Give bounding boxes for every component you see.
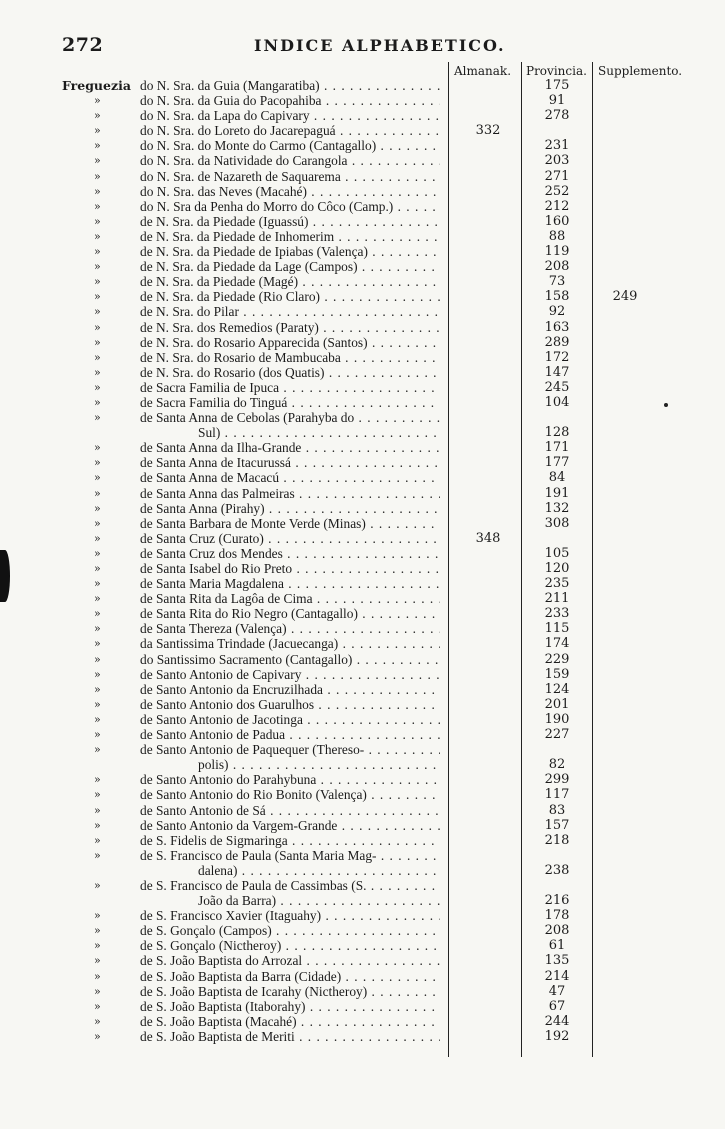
ditto-mark: » xyxy=(94,531,101,545)
provincia-page: 203 xyxy=(544,153,570,169)
ditto-mark: » xyxy=(94,939,101,953)
ditto-mark: » xyxy=(94,501,101,515)
index-row xyxy=(0,501,725,516)
index-row xyxy=(0,410,725,425)
index-row xyxy=(0,455,725,470)
entry-name: de Sacra Familia do Tinguá . . . xyxy=(140,395,440,410)
ditto-mark: » xyxy=(94,577,101,591)
entry-name: de Santo Antonio da Encruzilhada . . . xyxy=(140,682,440,697)
ditto-mark: » xyxy=(94,924,101,938)
entry-name: de Sacra Familia de Ipuca . . . xyxy=(140,380,440,395)
ditto-mark: » xyxy=(94,848,101,862)
entry-name: de Santa Anna de Cebolas (Parahyba do . . . xyxy=(140,410,440,425)
entry-name: de Santa Anna das Palmeiras . . . xyxy=(140,486,440,501)
index-row xyxy=(0,667,725,682)
entry-name: do N. Sra. da Guia (Mangaratiba) . . . xyxy=(140,78,440,93)
provincia-page: 218 xyxy=(544,832,570,848)
ditto-mark: » xyxy=(94,380,101,394)
provincia-page: 147 xyxy=(544,364,570,380)
index-row xyxy=(0,953,725,968)
entry-name: de S. Gonçalo (Campos) . . . xyxy=(140,923,440,938)
index-row xyxy=(0,93,725,108)
entry-name: de N. Sra. dos Remedios (Paraty) . . . xyxy=(140,320,440,335)
entry-name: do Santissimo Sacramento (Cantagallo) . . . xyxy=(140,652,440,667)
index-row xyxy=(0,274,725,289)
ditto-mark: » xyxy=(94,999,101,1013)
index-row xyxy=(0,697,725,712)
column-header-supplemento: Supplemento. xyxy=(598,64,683,78)
almanak-page: 348 xyxy=(475,530,501,546)
provincia-page: 92 xyxy=(548,304,566,320)
ditto-mark: » xyxy=(94,833,101,847)
provincia-page: 124 xyxy=(544,681,570,697)
entry-name: da Santissima Trindade (Jacuecanga) . . . xyxy=(140,636,440,651)
entry-name: de S. Francisco de Paula de Cassimbas (S. . . . xyxy=(140,878,440,893)
ditto-mark: » xyxy=(94,395,101,409)
provincia-page: 190 xyxy=(544,711,570,727)
ink-blot xyxy=(0,550,10,602)
index-row xyxy=(0,199,725,214)
ditto-mark: » xyxy=(94,818,101,832)
entry-name: de Santo Antonio do Rio Bonito (Valença) . . . xyxy=(140,787,440,802)
ditto-mark: » xyxy=(94,94,101,108)
provincia-page: 117 xyxy=(544,787,570,803)
provincia-page: 214 xyxy=(544,968,570,984)
entry-name: de S. Fidelis de Sigmaringa . . . xyxy=(140,833,440,848)
provincia-page: 211 xyxy=(544,591,570,607)
index-row xyxy=(0,244,725,259)
provincia-page: 104 xyxy=(544,394,570,410)
column-header-almanak: Almanak. xyxy=(454,64,512,78)
entry-name: do N. Sra. da Lapa do Capivary . . . xyxy=(140,108,440,123)
entry-name: de N. Sra. da Piedade (Rio Claro) . . . xyxy=(140,289,440,304)
entry-name: de Santa Isabel do Rio Preto . . . xyxy=(140,561,440,576)
entry-name: de Santa Cruz dos Mendes . . . xyxy=(140,546,440,561)
ditto-mark: » xyxy=(94,290,101,304)
index-row xyxy=(0,863,725,878)
index-row xyxy=(0,425,725,440)
index-row xyxy=(0,229,725,244)
index-row xyxy=(0,108,725,123)
index-row xyxy=(0,78,725,93)
provincia-page: 172 xyxy=(544,349,570,365)
provincia-page: 278 xyxy=(544,108,570,124)
entry-name: de N. Sra. do Rosario de Mambucaba . . . xyxy=(140,350,440,365)
provincia-page: 128 xyxy=(544,425,570,441)
ditto-mark: » xyxy=(94,562,101,575)
ditto-mark: » xyxy=(94,320,101,334)
entry-name: de Santa Rita da Lagôa de Cima . . . xyxy=(140,591,440,606)
index-row xyxy=(0,440,725,455)
provincia-page: 231 xyxy=(544,138,570,154)
ditto-mark: » xyxy=(94,607,101,621)
provincia-page: 229 xyxy=(544,651,570,667)
provincia-page: 299 xyxy=(544,772,570,788)
entry-name: de N. Sra. do Rosario Apparecida (Santos) . . . xyxy=(140,335,440,350)
entry-name: de S. João Baptista da Barra (Cidade) . . . xyxy=(140,969,440,984)
provincia-page: 191 xyxy=(544,485,570,501)
column-header-provincia: Provincia. xyxy=(526,64,587,78)
provincia-page: 83 xyxy=(548,802,566,818)
ditto-mark: » xyxy=(94,667,101,681)
index-row xyxy=(0,214,725,229)
entry-name: de S. João Baptista de Meriti . . . xyxy=(140,1029,440,1044)
ditto-mark: » xyxy=(94,743,101,757)
entry-name: de Santa Rita do Rio Negro (Cantagallo) . . . xyxy=(140,606,440,621)
index-row xyxy=(0,304,725,319)
ditto-mark: » xyxy=(94,516,101,530)
provincia-page: 238 xyxy=(544,862,570,878)
provincia-page: 61 xyxy=(548,938,566,954)
ditto-mark: » xyxy=(94,154,101,168)
ditto-mark: » xyxy=(94,954,101,968)
provincia-page: 244 xyxy=(544,1013,570,1029)
supplemento-page: 249 xyxy=(612,289,638,305)
entry-name: de S. João Baptista (Macahé) . . . xyxy=(140,1014,440,1029)
entry-name: Sul) . . . xyxy=(198,425,440,440)
provincia-page: 157 xyxy=(544,817,570,833)
ditto-mark: » xyxy=(94,1029,101,1043)
provincia-page: 227 xyxy=(544,727,570,743)
provincia-page: 175 xyxy=(544,78,570,93)
provincia-page: 120 xyxy=(544,561,570,576)
index-row xyxy=(0,153,725,168)
provincia-page: 216 xyxy=(544,893,570,909)
entry-name: do N. Sra. do Loreto do Jacarepaguá . . . xyxy=(140,123,440,138)
provincia-page: 82 xyxy=(548,757,566,773)
index-row xyxy=(0,335,725,350)
index-row xyxy=(0,908,725,923)
provincia-page: 73 xyxy=(548,274,566,290)
provincia-page: 201 xyxy=(544,696,570,712)
index-row xyxy=(0,1014,725,1029)
ditto-mark: » xyxy=(94,803,101,817)
ditto-mark: » xyxy=(94,169,101,183)
provincia-page: 135 xyxy=(544,953,570,969)
provincia-page: 174 xyxy=(544,636,570,652)
index-row xyxy=(0,712,725,727)
ditto-mark: » xyxy=(94,229,101,243)
index-row xyxy=(0,184,725,199)
entry-name: de Santo Antonio de Capivary . . . xyxy=(140,667,440,682)
provincia-page: 289 xyxy=(544,334,570,350)
provincia-page: 163 xyxy=(544,319,570,335)
provincia-page: 91 xyxy=(548,93,566,109)
index-row xyxy=(0,1029,725,1044)
provincia-page: 105 xyxy=(544,545,570,561)
entry-name: do N. Sra. da Guia do Pacopahiba . . . xyxy=(140,93,440,108)
entry-name: de N. Sra. da Piedade (Iguassú) . . . xyxy=(140,214,440,229)
index-row xyxy=(0,636,725,651)
provincia-page: 245 xyxy=(544,379,570,395)
index-row xyxy=(0,621,725,636)
index-row xyxy=(0,169,725,184)
index-row xyxy=(0,516,725,531)
provincia-page: 212 xyxy=(544,198,570,214)
ditto-mark: » xyxy=(94,788,101,802)
ink-speck xyxy=(664,403,668,407)
ditto-mark: » xyxy=(94,652,101,666)
ditto-mark: » xyxy=(94,728,101,742)
entry-name: de Santo Antonio de Jacotinga . . . xyxy=(140,712,440,727)
provincia-page: 159 xyxy=(544,666,570,682)
entry-name: dalena) . . . xyxy=(198,863,440,878)
provincia-page: 88 xyxy=(548,228,566,244)
provincia-page: 160 xyxy=(544,213,570,229)
entry-name: de Santa Thereza (Valença) . . . xyxy=(140,621,440,636)
index-row xyxy=(0,984,725,999)
provincia-page: 115 xyxy=(544,621,570,637)
ditto-mark: » xyxy=(94,365,101,379)
ditto-mark: » xyxy=(94,456,101,470)
ditto-mark: » xyxy=(94,350,101,364)
ditto-mark: » xyxy=(94,486,101,500)
entry-name: do N. Sra. das Neves (Macahé) . . . xyxy=(140,184,440,199)
index-row xyxy=(0,289,725,304)
index-row xyxy=(0,652,725,667)
ditto-mark: » xyxy=(94,214,101,228)
entry-name: de Santo Antonio de Sá . . . xyxy=(140,803,440,818)
entry-name: de Santa Anna (Pirahy) . . . xyxy=(140,501,440,516)
index-row xyxy=(0,772,725,787)
entry-name: de S. Francisco Xavier (Itaguahy) . . . xyxy=(140,908,440,923)
ditto-mark: » xyxy=(94,471,101,485)
provincia-page: 308 xyxy=(544,515,570,531)
page-title: INDICE ALPHABETICO. xyxy=(254,36,506,55)
entry-name: de N. Sra. do Rosario (dos Quatis) . . . xyxy=(140,365,440,380)
index-row xyxy=(0,365,725,380)
index-row xyxy=(0,923,725,938)
index-list xyxy=(0,78,725,1044)
ditto-mark: » xyxy=(94,124,101,138)
ditto-mark: » xyxy=(94,546,101,560)
index-row xyxy=(0,787,725,802)
entry-name: de S. João Baptista (Itaborahy) . . . xyxy=(140,999,440,1014)
entry-name: de Santa Anna de Itacurussá . . . xyxy=(140,455,440,470)
ditto-mark: » xyxy=(94,622,101,636)
index-row xyxy=(0,561,725,576)
entry-name: de Santo Antonio da Vargem-Grande . . . xyxy=(140,818,440,833)
entry-name: de Santa Maria Magdalena . . . xyxy=(140,576,440,591)
ditto-mark: » xyxy=(94,712,101,726)
index-row xyxy=(0,999,725,1014)
ditto-mark: » xyxy=(94,411,101,425)
entry-name: do N. Sra da Penha do Morro do Côco (Camp.) . . . xyxy=(140,199,440,214)
provincia-page: 252 xyxy=(544,183,570,199)
ditto-mark: » xyxy=(94,441,101,455)
ditto-mark: » xyxy=(94,697,101,711)
entry-name: de N. Sra. da Piedade da Lage (Campos) . . . xyxy=(140,259,440,274)
almanak-page: 332 xyxy=(475,123,501,139)
provincia-page: 208 xyxy=(544,259,570,275)
entry-name: de Santa Anna da Ilha-Grande . . . xyxy=(140,440,440,455)
ditto-mark: » xyxy=(94,305,101,319)
entry-name: de Santo Antonio de Padua . . . xyxy=(140,727,440,742)
index-row xyxy=(0,320,725,335)
entry-name: do N. Sra. de Nazareth de Saquarema . . . xyxy=(140,169,440,184)
ditto-mark: » xyxy=(94,969,101,983)
entry-name: de Santo Antonio dos Guarulhos . . . xyxy=(140,697,440,712)
provincia-page: 177 xyxy=(544,455,570,471)
entry-name: de S. João Baptista do Arrozal . . . xyxy=(140,953,440,968)
entry-name: de Santa Cruz (Curato) . . . xyxy=(140,531,440,546)
ditto-mark: » xyxy=(94,682,101,696)
index-row xyxy=(0,742,725,757)
index-row xyxy=(0,893,725,908)
entry-name: João da Barra) . . . xyxy=(198,893,440,908)
index-row xyxy=(0,576,725,591)
entry-name: de Santo Antonio do Parahybuna . . . xyxy=(140,772,440,787)
entry-name: de Santa Barbara de Monte Verde (Minas) . . . xyxy=(140,516,440,531)
entry-name: de N. Sra. da Piedade de Inhomerim . . . xyxy=(140,229,440,244)
ditto-mark: » xyxy=(94,245,101,259)
ditto-mark: » xyxy=(94,1014,101,1028)
provincia-page: 233 xyxy=(544,606,570,622)
index-row xyxy=(0,395,725,410)
ditto-mark: » xyxy=(94,335,101,349)
provincia-page: 67 xyxy=(548,998,566,1014)
row-prefix: Freguezia xyxy=(62,78,131,93)
ditto-mark: » xyxy=(94,275,101,289)
page-number: 272 xyxy=(62,34,104,56)
provincia-page: 119 xyxy=(544,244,570,260)
entry-name: polis) . . . xyxy=(198,757,440,772)
provincia-page: 235 xyxy=(544,576,570,592)
provincia-page: 158 xyxy=(544,289,570,305)
entry-name: do N. Sra. da Natividade do Carangola . . . xyxy=(140,153,440,168)
provincia-page: 47 xyxy=(548,983,566,999)
ditto-mark: » xyxy=(94,773,101,787)
index-row xyxy=(0,848,725,863)
index-row xyxy=(0,803,725,818)
index-row xyxy=(0,259,725,274)
index-row xyxy=(0,682,725,697)
index-row xyxy=(0,878,725,893)
entry-name: de Santa Anna de Macacú . . . xyxy=(140,470,440,485)
index-row xyxy=(0,380,725,395)
provincia-page: 178 xyxy=(544,908,570,924)
index-row xyxy=(0,486,725,501)
index-row xyxy=(0,546,725,561)
entry-name: de N. Sra. da Piedade de Ipiabas (Valença) . . . xyxy=(140,244,440,259)
index-row xyxy=(0,531,725,546)
index-row xyxy=(0,833,725,848)
index-row xyxy=(0,757,725,772)
ditto-mark: » xyxy=(94,139,101,153)
entry-name: de S. Francisco de Paula (Santa Maria Mag- . . . xyxy=(140,848,440,863)
ditto-mark: » xyxy=(94,909,101,923)
index-row xyxy=(0,591,725,606)
index-row xyxy=(0,123,725,138)
index-row xyxy=(0,350,725,365)
provincia-page: 192 xyxy=(544,1028,570,1044)
provincia-page: 84 xyxy=(548,470,566,486)
ditto-mark: » xyxy=(94,878,101,892)
ditto-mark: » xyxy=(94,109,101,123)
ditto-mark: » xyxy=(94,260,101,274)
ditto-mark: » xyxy=(94,592,101,606)
provincia-page: 208 xyxy=(544,923,570,939)
index-row xyxy=(0,818,725,833)
ditto-mark: » xyxy=(94,199,101,213)
ditto-mark: » xyxy=(94,637,101,651)
index-row xyxy=(0,727,725,742)
provincia-page: 271 xyxy=(544,168,570,184)
index-row xyxy=(0,138,725,153)
index-row xyxy=(0,969,725,984)
index-row xyxy=(0,606,725,621)
ditto-mark: » xyxy=(94,184,101,198)
index-row xyxy=(0,470,725,485)
entry-name: de S. João Baptista de Icarahy (Nictheroy) . . . xyxy=(140,984,440,999)
index-row xyxy=(0,938,725,953)
entry-name: de Santo Antonio de Paquequer (Thereso- . . . xyxy=(140,742,440,757)
provincia-page: 171 xyxy=(544,440,570,456)
entry-name: de S. Gonçalo (Nictheroy) . . . xyxy=(140,938,440,953)
entry-name: de N. Sra. do Pilar . . . xyxy=(140,304,440,319)
entry-name: de N. Sra. da Piedade (Magé) . . . xyxy=(140,274,440,289)
entry-name: do N. Sra. do Monte do Carmo (Cantagallo) . . . xyxy=(140,138,440,153)
provincia-page: 132 xyxy=(544,500,570,516)
ditto-mark: » xyxy=(94,984,101,998)
